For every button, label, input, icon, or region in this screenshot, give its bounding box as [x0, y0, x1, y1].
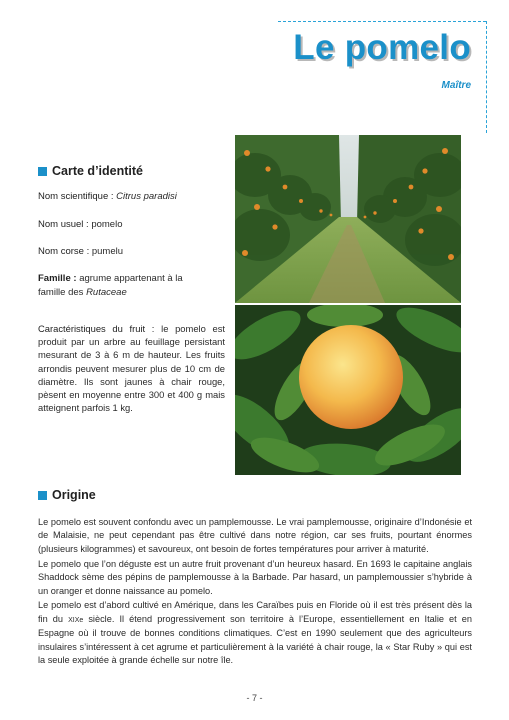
characteristics-text: le pomelo est produit par un arbre au feuillage persistant mesurant de 3 à 6 m de hauteur. Les fruits arrondis peuvent mesurer plus de 10 cm de diamètre. Ils sont jaunes à chair rouge, pèsent en moyenne entre 300 et 400 g mais atteignent parfois 1 kg. — [38, 323, 226, 414]
origin-paragraph-2: Le pomelo que l’on déguste est un autre fruit provenant d’un heureux hasard. En 1693 le capitaine anglais Shaddock sème des pépins de pamplemousse à la Barbade. Par hasard, un pamplemoussier s’hybride à un oranger et donne naissance au pomelo. — [38, 558, 472, 596]
identity-heading — [38, 164, 143, 178]
page-number: - 7 - — [246, 693, 263, 703]
origin-heading-text: Origine — [52, 488, 96, 502]
origin-paragraph-1: Le pomelo est souvent confondu avec un pamplemousse. Le vrai pamplemousse, originaire d’Indonésie et de Malaisie, ne peut cependant pas être cultivé dans notre région, car ses fruits, pourtant énormes (plusieurs kilogrammes) et savoureux, ont besoin de fortes températures pour arriver à maturité. — [38, 517, 472, 554]
family-field — [38, 272, 210, 300]
origin-paragraph-3 — [38, 599, 472, 667]
page-subtitle: Maître — [441, 80, 471, 91]
common-name-value: pomelo — [91, 219, 123, 230]
origin-paragraph-3-start: Le pomelo est d’abord cultivé en Amérique, dans les Caraïbes puis en Floride où il est très présent dès la fin du — [38, 600, 472, 624]
corsican-name-field — [38, 245, 228, 259]
century-numeral: XIXe — [68, 616, 84, 624]
family-value: agrume appartenant à la famille des — [38, 273, 183, 298]
scientific-name-value: Citrus paradisi — [116, 191, 177, 202]
orchard-photo — [235, 135, 461, 303]
common-name-field — [38, 218, 228, 232]
origin-heading — [38, 488, 96, 502]
corsican-name-label: Nom corse : — [38, 246, 90, 257]
scientific-name-label: Nom scientifique : — [38, 191, 114, 202]
characteristics-paragraph — [38, 322, 225, 414]
corner-frame-top — [278, 21, 486, 22]
section-bullet-icon — [38, 491, 47, 500]
pomelo-fruit-photo — [235, 305, 461, 475]
family-value-italic: Rutaceae — [86, 287, 127, 298]
corsican-name-value: pumelu — [91, 246, 124, 257]
characteristics-label: Caractéristiques du fruit : — [38, 323, 155, 334]
scientific-name-field — [38, 190, 228, 204]
family-label: Famille : — [38, 273, 77, 284]
corner-frame-right — [486, 21, 487, 133]
origin-text — [38, 516, 472, 669]
identity-heading-text: Carte d’identité — [52, 164, 143, 178]
page-title: Le pomelo — [293, 28, 471, 67]
common-name-label: Nom usuel : — [38, 219, 89, 230]
origin-paragraph-3-end: siècle. Il étend progressivement son territoire à l’Europe, essentiellement en Italie et en Espagne où il trouve de bonnes conditions climatiques. C’est en 1990 seulement que des agriculteurs insulaires s’intéressent à cet agrume et particulièrement à la variété à chair rouge, la « Star Ruby » qui est la seule exploitée à grande échelle sur notre île. — [38, 613, 472, 666]
section-bullet-icon — [38, 167, 47, 176]
